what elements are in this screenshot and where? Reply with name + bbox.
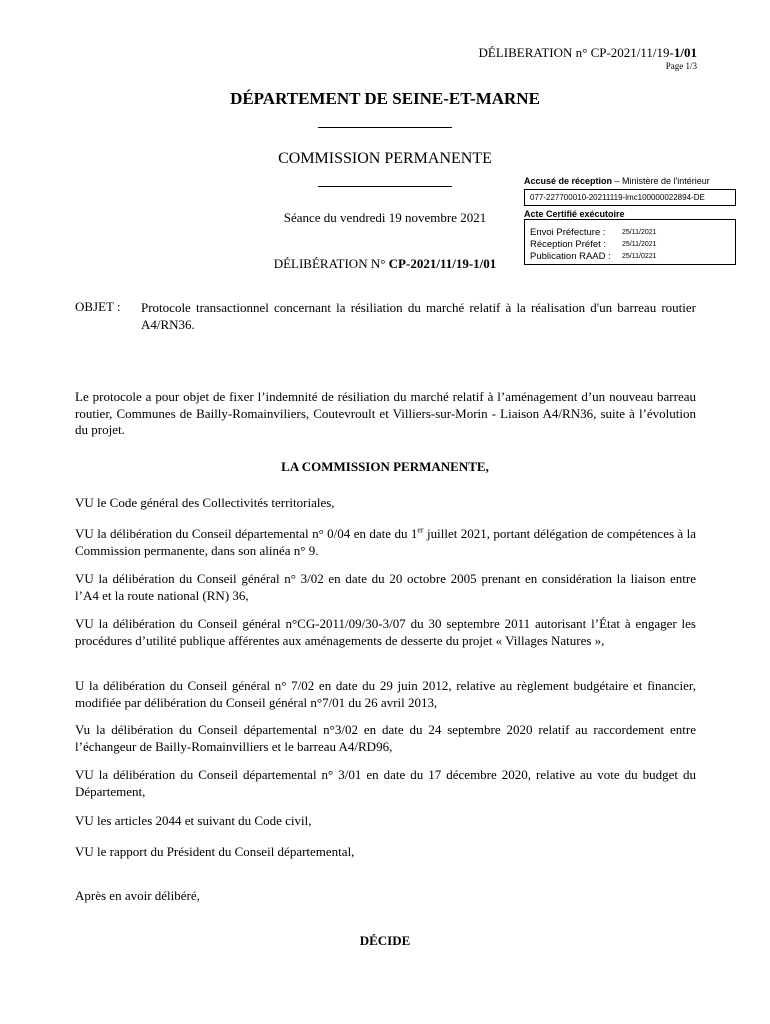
reference-number: 1/01 <box>673 45 697 60</box>
department-title: DÉPARTEMENT DE SEINE-ET-MARNE <box>230 89 540 108</box>
vu-reglement-budgetaire: U la délibération du Conseil général n° 7/02 en date du 29 juin 2012, relative au règlement budgétaire et financier, modifiée par délibération du Conseil général n°7/01 du 26 avril 2013, <box>75 678 696 710</box>
objet-label: OBJET : <box>75 299 121 314</box>
commission-title: COMMISSION PERMANENTE <box>278 150 492 167</box>
raad-publication-row <box>530 250 735 262</box>
ordinal-superscript: er <box>417 525 424 535</box>
deliberation-reference <box>479 45 698 61</box>
reference-prefix: DÉLIBERATION n° CP-2021/11/19- <box>478 45 674 60</box>
apres-delibere: Après en avoir délibéré, <box>75 888 200 903</box>
title-divider <box>318 127 452 128</box>
row-value: 25/11/0221 <box>622 252 657 260</box>
row-value: 25/11/2021 <box>622 228 657 236</box>
seance-date: Séance du vendredi 19 novembre 2021 <box>283 210 487 225</box>
row-value: 25/11/2021 <box>622 240 657 248</box>
row-label: Publication RAAD : <box>530 250 611 262</box>
acknowledgement-id: 077-227700010-20211119-lmc100000022894-DE <box>524 189 736 206</box>
objet-text: Protocole transactionnel concernant la résiliation du marché relatif à la réalisation d'un barreau routier A4/RN36. <box>141 300 696 332</box>
vu-code-collectivites: VU le Code général des Collectivités territoriales, <box>75 495 335 510</box>
vu-delegation-part2: juillet 2021, portant délégation de compétences à la Commission permanente, dans son alinéa n° 9. <box>75 526 696 558</box>
certified-act-title: Acte Certifié exécutoire <box>524 209 625 219</box>
vu-rapport-president: VU le rapport du Président du Conseil départemental, <box>75 844 355 859</box>
row-label: Réception Préfet : <box>530 238 607 250</box>
commission-divider <box>318 186 452 187</box>
vu-villages-natures: VU la délibération du Conseil général n°CG-2011/09/30-3/07 du 30 septembre 2011 autorisant l’État à engager les procédures d’utilité publique afférentes aux aménagements de desserte du projet « Villages Natures », <box>75 616 696 648</box>
decide-heading: DÉCIDE <box>359 933 411 948</box>
vu-code-civil: VU les articles 2044 et suivant du Code civil, <box>75 813 312 828</box>
certified-act-box <box>524 220 736 265</box>
prefect-received-row <box>530 238 735 250</box>
deliberation-code: CP-2021/11/19-1/01 <box>388 256 497 271</box>
commission-heading: LA COMMISSION PERMANENTE, <box>281 459 489 474</box>
acknowledgement-ministry: – Ministère de l'intérieur <box>612 176 710 186</box>
acknowledgement-label: Accusé de réception <box>524 176 613 186</box>
page-indicator: Page 1/3 <box>665 61 697 71</box>
vu-raccordement: Vu la délibération du Conseil départemental n°3/02 en date du 24 septembre 2020 relatif au raccordement entre l’échangeur de Bailly-Romainvilliers et le barreau A4/RD96, <box>75 722 696 754</box>
vu-budget: VU la délibération du Conseil départemental n° 3/01 en date du 17 décembre 2020, relative au vote du budget du Département, <box>75 767 696 799</box>
prefecture-sent-row <box>530 226 735 238</box>
vu-delegation <box>75 526 696 559</box>
deliberation-prefix: DÉLIBÉRATION N° <box>273 256 389 271</box>
vu-delegation-part1: VU la délibération du Conseil départemental n° 0/04 en date du 1 <box>75 526 418 541</box>
row-label: Envoi Préfecture : <box>530 226 606 238</box>
intro-paragraph: Le protocole a pour objet de fixer l’indemnité de résiliation du marché relatif à l’aménagement d’un nouveau barreau routier, Communes de Bailly-Romainviliers, Coutevroult et Villiers-sur-Morin - Liaison A4/RN36, suite à l’évolution du projet. <box>75 389 696 437</box>
vu-liaison-2005: VU la délibération du Conseil général n° 3/02 en date du 20 octobre 2005 prenant en considération la liaison entre l’A4 et la route national (RN) 36, <box>75 571 696 603</box>
acknowledgement-header <box>524 176 710 186</box>
